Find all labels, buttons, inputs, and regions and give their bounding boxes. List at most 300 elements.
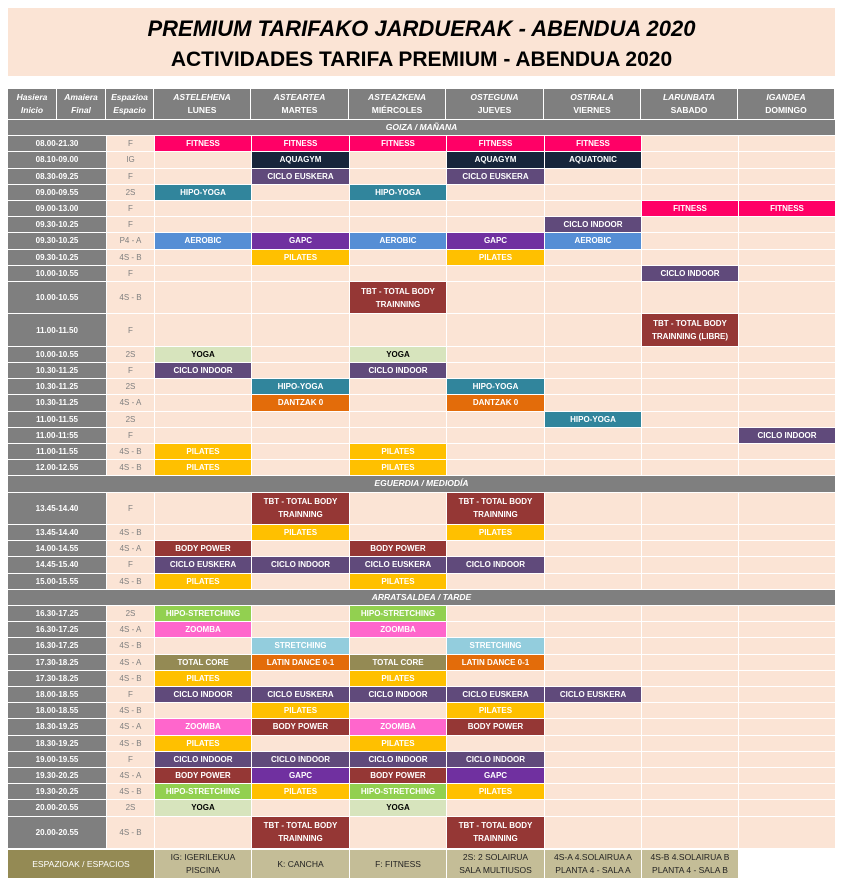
empty-cell	[738, 556, 835, 572]
space-cell: 2S	[106, 411, 154, 427]
space-cell: 4S - A	[106, 394, 154, 410]
empty-cell	[544, 524, 641, 540]
empty-cell	[349, 216, 446, 232]
empty-cell	[446, 735, 544, 751]
space-cell: F	[106, 362, 154, 378]
empty-cell	[641, 751, 738, 767]
empty-cell	[738, 378, 835, 394]
empty-cell	[738, 265, 835, 281]
time-cell: 12.00-12.55	[8, 459, 106, 475]
time-cell: 11.00-11.55	[8, 411, 106, 427]
activity-cell: PILATES	[446, 783, 544, 799]
empty-cell	[738, 135, 835, 151]
space-cell: F	[106, 265, 154, 281]
empty-cell	[446, 670, 544, 686]
space-cell: F	[106, 427, 154, 443]
activity-cell: FITNESS	[738, 200, 835, 216]
empty-cell	[738, 346, 835, 362]
empty-cell	[544, 540, 641, 556]
empty-cell	[641, 281, 738, 313]
empty-cell	[446, 427, 544, 443]
empty-cell	[738, 443, 835, 459]
empty-cell	[641, 459, 738, 475]
activity-cell: FITNESS	[544, 135, 641, 151]
legend-item: 4S-B 4.SOLAIRUA B PLANTA 4 - SALA B	[641, 850, 738, 878]
time-cell: 09.00-13.00	[8, 200, 106, 216]
activity-cell: BODY POWER	[349, 540, 446, 556]
empty-cell	[251, 313, 349, 345]
empty-cell	[251, 459, 349, 475]
empty-cell	[349, 394, 446, 410]
activity-cell: STRETCHING	[446, 637, 544, 653]
empty-cell	[349, 427, 446, 443]
empty-cell	[641, 443, 738, 459]
space-cell: F	[106, 200, 154, 216]
empty-cell	[251, 443, 349, 459]
empty-cell	[446, 799, 544, 815]
activity-cell: PILATES	[251, 249, 349, 265]
legend-item: IG: IGERILEKUA PISCINA	[154, 850, 251, 878]
empty-cell	[641, 151, 738, 167]
space-cell: 4S - B	[106, 702, 154, 718]
legend-label: ESPAZIOAK / ESPACIOS	[8, 850, 154, 878]
time-cell: 19.30-20.25	[8, 783, 106, 799]
empty-cell	[738, 621, 835, 637]
activity-cell: TBT - TOTAL BODY TRAINNING	[349, 281, 446, 313]
empty-cell	[446, 573, 544, 589]
empty-cell	[154, 151, 251, 167]
time-cell: 14.45-15.40	[8, 556, 106, 572]
space-cell: 4S - A	[106, 621, 154, 637]
space-cell: F	[106, 135, 154, 151]
legend-item: F: FITNESS	[349, 850, 446, 878]
empty-cell	[251, 184, 349, 200]
header-day: ASTEARTEA MARTES	[251, 89, 349, 119]
activity-cell: BODY POWER	[446, 718, 544, 734]
empty-cell	[446, 605, 544, 621]
empty-cell	[544, 702, 641, 718]
empty-cell	[154, 411, 251, 427]
empty-cell	[641, 735, 738, 751]
empty-cell	[349, 816, 446, 848]
empty-cell	[738, 216, 835, 232]
empty-cell	[544, 735, 641, 751]
empty-cell	[446, 200, 544, 216]
empty-cell	[251, 573, 349, 589]
empty-cell	[544, 783, 641, 799]
empty-cell	[349, 378, 446, 394]
empty-cell	[154, 492, 251, 524]
empty-cell	[641, 216, 738, 232]
empty-cell	[154, 378, 251, 394]
activity-cell: CICLO EUSKERA	[446, 686, 544, 702]
empty-cell	[641, 378, 738, 394]
activity-cell: LATIN DANCE 0-1	[251, 654, 349, 670]
activity-cell: STRETCHING	[251, 637, 349, 653]
activity-cell: HIPO-YOGA	[154, 184, 251, 200]
empty-cell	[251, 540, 349, 556]
time-cell: 11.00-11.55	[8, 443, 106, 459]
empty-cell	[544, 654, 641, 670]
header-day: LARUNBATA SABADO	[641, 89, 738, 119]
activity-cell: PILATES	[154, 459, 251, 475]
activity-cell: TBT - TOTAL BODY TRAINNING	[446, 816, 544, 848]
time-cell: 17.30-18.25	[8, 670, 106, 686]
activity-cell: FITNESS	[641, 200, 738, 216]
empty-cell	[544, 346, 641, 362]
empty-cell	[641, 184, 738, 200]
activity-cell: BODY POWER	[154, 540, 251, 556]
empty-cell	[738, 492, 835, 524]
space-cell: 4S - B	[106, 816, 154, 848]
space-cell: F	[106, 168, 154, 184]
empty-cell	[446, 621, 544, 637]
time-cell: 10.00-10.55	[8, 265, 106, 281]
section-header: EGUERDIA / MEDIODÍA	[8, 475, 835, 491]
empty-cell	[154, 265, 251, 281]
title-basque: PREMIUM TARIFAKO JARDUERAK - ABENDUA 2020	[147, 16, 696, 41]
empty-cell	[349, 265, 446, 281]
activity-cell: CICLO INDOOR	[251, 556, 349, 572]
empty-cell	[446, 184, 544, 200]
activity-cell: PILATES	[154, 443, 251, 459]
empty-cell	[641, 362, 738, 378]
activity-cell: PILATES	[446, 524, 544, 540]
activity-cell: DANTZAK 0	[446, 394, 544, 410]
empty-cell	[738, 168, 835, 184]
empty-cell	[544, 265, 641, 281]
empty-cell	[251, 621, 349, 637]
empty-cell	[446, 265, 544, 281]
empty-cell	[446, 216, 544, 232]
title-spanish: ACTIVIDADES TARIFA PREMIUM - ABENDUA 2020	[170, 48, 673, 71]
empty-cell	[641, 702, 738, 718]
empty-cell	[738, 394, 835, 410]
space-cell: IG	[106, 151, 154, 167]
activity-cell: AQUAGYM	[251, 151, 349, 167]
empty-cell	[251, 362, 349, 378]
activity-cell: CICLO INDOOR	[251, 751, 349, 767]
empty-cell	[641, 718, 738, 734]
activity-cell: TBT - TOTAL BODY TRAINNING (LIBRE)	[641, 313, 738, 345]
time-cell: 18.00-18.55	[8, 702, 106, 718]
empty-cell	[544, 492, 641, 524]
empty-cell	[544, 605, 641, 621]
empty-cell	[641, 783, 738, 799]
empty-cell	[349, 313, 446, 345]
space-cell: 4S - B	[106, 783, 154, 799]
space-cell: 4S - B	[106, 249, 154, 265]
activity-cell: AEROBIC	[544, 232, 641, 248]
activity-cell: AQUAGYM	[446, 151, 544, 167]
activity-cell: ZOOMBA	[349, 718, 446, 734]
empty-cell	[544, 718, 641, 734]
activity-cell: PILATES	[154, 670, 251, 686]
time-cell: 11.00-11:55	[8, 427, 106, 443]
empty-cell	[738, 459, 835, 475]
empty-cell	[738, 362, 835, 378]
activity-cell: TBT - TOTAL BODY TRAINNING	[251, 816, 349, 848]
empty-cell	[154, 313, 251, 345]
empty-cell	[544, 313, 641, 345]
time-cell: 18.30-19.25	[8, 735, 106, 751]
empty-cell	[446, 443, 544, 459]
empty-cell	[544, 459, 641, 475]
empty-cell	[738, 799, 835, 815]
space-cell: 2S	[106, 378, 154, 394]
activity-cell: HIPO-YOGA	[544, 411, 641, 427]
header-day: OSTIRALA VIERNES	[544, 89, 641, 119]
activity-cell: HIPO-YOGA	[446, 378, 544, 394]
space-cell: 4S - B	[106, 524, 154, 540]
empty-cell	[154, 816, 251, 848]
space-cell: F	[106, 313, 154, 345]
time-cell: 09.30-10.25	[8, 232, 106, 248]
activity-cell: CICLO INDOOR	[446, 751, 544, 767]
activity-cell: PILATES	[446, 702, 544, 718]
space-cell: 4S - B	[106, 281, 154, 313]
title-banner	[8, 8, 835, 76]
empty-cell	[738, 735, 835, 751]
empty-cell	[641, 168, 738, 184]
space-cell: 4S - B	[106, 459, 154, 475]
empty-cell	[154, 200, 251, 216]
activity-cell: PILATES	[349, 443, 446, 459]
empty-cell	[251, 799, 349, 815]
time-cell: 18.00-18.55	[8, 686, 106, 702]
time-cell: 10.30-11.25	[8, 394, 106, 410]
activity-cell: GAPC	[446, 767, 544, 783]
activity-cell: HIPO-YOGA	[251, 378, 349, 394]
activity-cell: TBT - TOTAL BODY TRAINNING	[446, 492, 544, 524]
empty-cell	[154, 168, 251, 184]
empty-cell	[641, 816, 738, 848]
empty-cell	[641, 411, 738, 427]
legend-item: 2S: 2 SOLAIRUA SALA MULTIUSOS	[446, 850, 544, 878]
activity-cell: YOGA	[154, 799, 251, 815]
activity-cell: PILATES	[251, 702, 349, 718]
empty-cell	[544, 394, 641, 410]
empty-cell	[446, 313, 544, 345]
empty-cell	[349, 637, 446, 653]
space-cell: 4S - B	[106, 443, 154, 459]
activity-cell: YOGA	[154, 346, 251, 362]
space-cell: F	[106, 751, 154, 767]
space-cell: 2S	[106, 184, 154, 200]
activity-cell: PILATES	[349, 459, 446, 475]
empty-cell	[738, 540, 835, 556]
activity-cell: CICLO INDOOR	[349, 362, 446, 378]
activity-cell: CICLO EUSKERA	[154, 556, 251, 572]
activity-cell: CICLO EUSKERA	[251, 686, 349, 702]
activity-cell: HIPO-YOGA	[349, 184, 446, 200]
space-cell: F	[106, 686, 154, 702]
empty-cell	[544, 281, 641, 313]
activity-cell: CICLO EUSKERA	[446, 168, 544, 184]
empty-cell	[641, 605, 738, 621]
time-cell: 13.45-14.40	[8, 492, 106, 524]
space-cell: 4S - B	[106, 670, 154, 686]
space-cell: 4S - B	[106, 735, 154, 751]
activity-cell: HIPO-STRETCHING	[349, 605, 446, 621]
empty-cell	[251, 735, 349, 751]
empty-cell	[446, 362, 544, 378]
empty-cell	[641, 540, 738, 556]
empty-cell	[349, 492, 446, 524]
space-cell: F	[106, 556, 154, 572]
empty-cell	[738, 686, 835, 702]
activity-cell: PILATES	[154, 735, 251, 751]
empty-cell	[641, 232, 738, 248]
empty-cell	[349, 151, 446, 167]
activity-cell: FITNESS	[154, 135, 251, 151]
empty-cell	[154, 216, 251, 232]
empty-cell	[641, 135, 738, 151]
activity-cell: ZOOMBA	[154, 718, 251, 734]
time-cell: 20.00-20.55	[8, 799, 106, 815]
empty-cell	[544, 799, 641, 815]
activity-cell: PILATES	[349, 735, 446, 751]
empty-cell	[544, 816, 641, 848]
empty-cell	[251, 346, 349, 362]
activity-cell: CICLO INDOOR	[446, 556, 544, 572]
space-cell: 2S	[106, 605, 154, 621]
space-cell: F	[106, 492, 154, 524]
empty-cell	[154, 249, 251, 265]
empty-cell	[641, 621, 738, 637]
activity-cell: CICLO INDOOR	[154, 362, 251, 378]
time-cell: 08.00-21.30	[8, 135, 106, 151]
header-day: IGANDEA DOMINGO	[738, 89, 835, 119]
activity-cell: BODY POWER	[154, 767, 251, 783]
activity-cell: AEROBIC	[154, 232, 251, 248]
empty-cell	[154, 281, 251, 313]
time-cell: 19.30-20.25	[8, 767, 106, 783]
activity-cell: GAPC	[446, 232, 544, 248]
empty-cell	[154, 524, 251, 540]
time-cell: 19.00-19.55	[8, 751, 106, 767]
empty-cell	[544, 670, 641, 686]
space-cell: 2S	[106, 346, 154, 362]
space-cell: 2S	[106, 799, 154, 815]
activity-cell: GAPC	[251, 767, 349, 783]
empty-cell	[641, 492, 738, 524]
empty-cell	[641, 767, 738, 783]
activity-cell: YOGA	[349, 346, 446, 362]
empty-cell	[738, 573, 835, 589]
activity-cell: ZOOMBA	[154, 621, 251, 637]
time-cell: 18.30-19.25	[8, 718, 106, 734]
empty-cell	[738, 637, 835, 653]
empty-cell	[641, 573, 738, 589]
empty-cell	[641, 799, 738, 815]
empty-cell	[641, 524, 738, 540]
empty-cell	[544, 573, 641, 589]
empty-cell	[738, 232, 835, 248]
empty-cell	[154, 394, 251, 410]
empty-cell	[544, 362, 641, 378]
empty-cell	[544, 184, 641, 200]
empty-cell	[544, 378, 641, 394]
empty-cell	[446, 459, 544, 475]
activity-cell: DANTZAK 0	[251, 394, 349, 410]
activity-cell: TOTAL CORE	[154, 654, 251, 670]
space-cell: P4 - A	[106, 232, 154, 248]
activity-cell: HIPO-STRETCHING	[154, 783, 251, 799]
empty-cell	[738, 767, 835, 783]
header-day: OSTEGUNA JUEVES	[446, 89, 544, 119]
activity-cell: CICLO EUSKERA	[251, 168, 349, 184]
empty-cell	[544, 751, 641, 767]
empty-cell	[738, 783, 835, 799]
activity-cell: CICLO INDOOR	[641, 265, 738, 281]
activity-cell: BODY POWER	[251, 718, 349, 734]
header-end: Amaiera Final	[57, 89, 106, 119]
header-start: Hasiera Inicio	[8, 89, 57, 119]
activity-cell: TOTAL CORE	[349, 654, 446, 670]
empty-cell	[641, 427, 738, 443]
empty-cell	[738, 184, 835, 200]
empty-cell	[251, 281, 349, 313]
activity-cell: CICLO INDOOR	[154, 686, 251, 702]
activity-cell: GAPC	[251, 232, 349, 248]
activity-cell: YOGA	[349, 799, 446, 815]
empty-cell	[738, 718, 835, 734]
empty-cell	[349, 249, 446, 265]
time-cell: 10.30-11.25	[8, 362, 106, 378]
empty-cell	[738, 605, 835, 621]
activity-cell: TBT - TOTAL BODY TRAINNING	[251, 492, 349, 524]
empty-cell	[154, 637, 251, 653]
activity-cell: HIPO-STRETCHING	[154, 605, 251, 621]
time-cell: 08.10-09.00	[8, 151, 106, 167]
empty-cell	[251, 411, 349, 427]
time-cell: 09.00-09.55	[8, 184, 106, 200]
activity-cell: CICLO EUSKERA	[544, 686, 641, 702]
activity-cell: PILATES	[446, 249, 544, 265]
header-day: ASTELEHENA LUNES	[154, 89, 251, 119]
empty-cell	[738, 816, 835, 848]
empty-cell	[641, 249, 738, 265]
empty-cell	[251, 265, 349, 281]
activity-cell: FITNESS	[446, 135, 544, 151]
header-space: Espazioa Espacio	[106, 89, 154, 119]
empty-cell	[251, 670, 349, 686]
empty-cell	[251, 605, 349, 621]
activity-cell: CICLO INDOOR	[544, 216, 641, 232]
time-cell: 13.45-14.40	[8, 524, 106, 540]
time-cell: 10.30-11.25	[8, 378, 106, 394]
empty-cell	[641, 394, 738, 410]
empty-cell	[544, 767, 641, 783]
space-cell: 4S - A	[106, 718, 154, 734]
section-header: ARRATSALDEA / TARDE	[8, 589, 835, 605]
empty-cell	[544, 200, 641, 216]
empty-cell	[738, 702, 835, 718]
empty-cell	[641, 637, 738, 653]
empty-cell	[738, 281, 835, 313]
empty-cell	[446, 540, 544, 556]
empty-cell	[349, 411, 446, 427]
empty-cell	[738, 313, 835, 345]
empty-cell	[641, 686, 738, 702]
activity-cell: FITNESS	[251, 135, 349, 151]
time-cell: 15.00-15.55	[8, 573, 106, 589]
activity-cell: CICLO INDOOR	[154, 751, 251, 767]
empty-cell	[349, 200, 446, 216]
activity-cell: CICLO EUSKERA	[349, 556, 446, 572]
empty-cell	[641, 556, 738, 572]
